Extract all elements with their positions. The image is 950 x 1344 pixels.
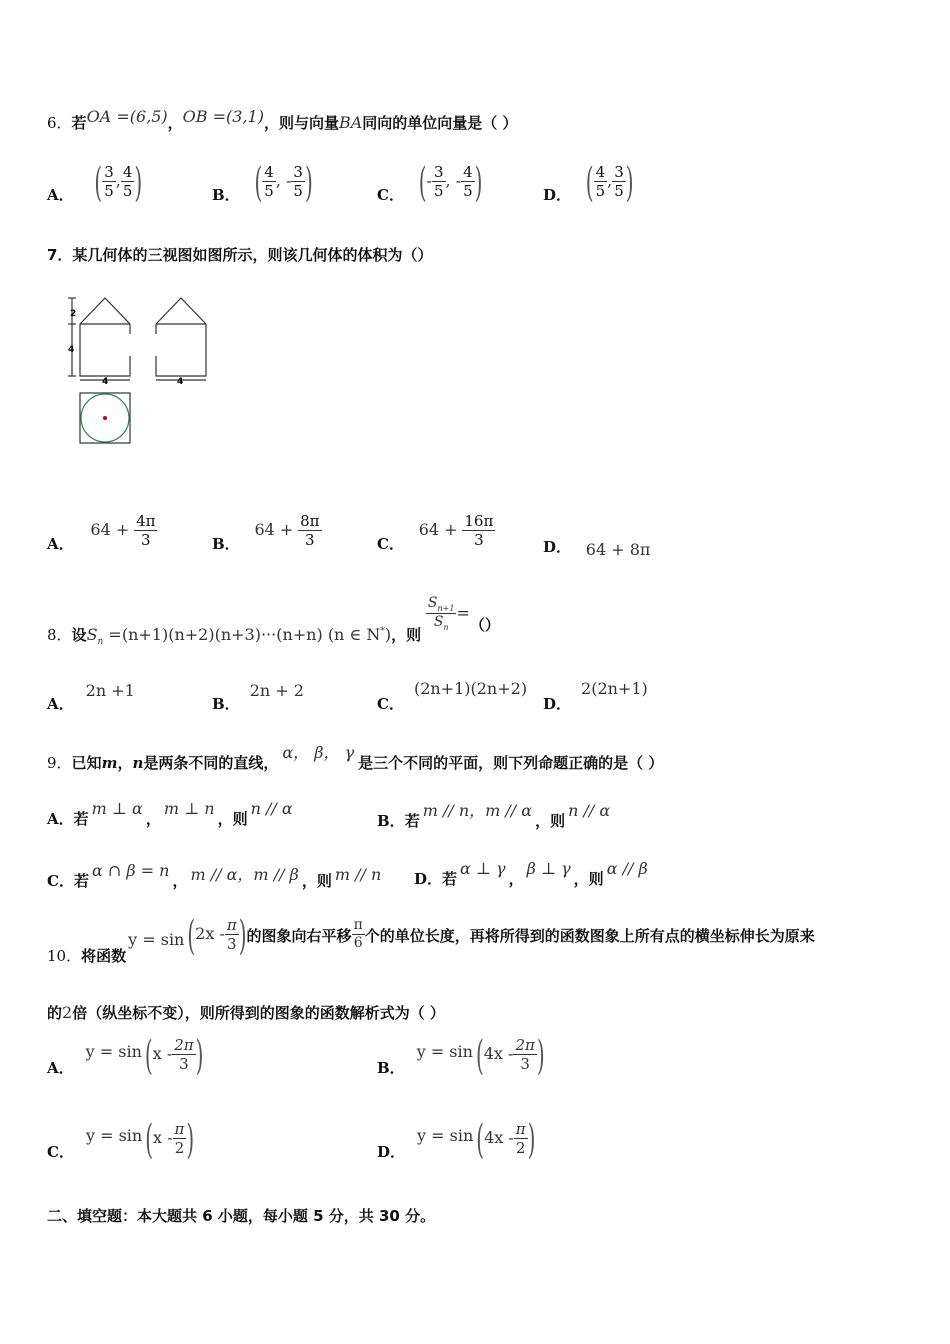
q9-n: n bbox=[132, 754, 144, 772]
q8-option-b[interactable] bbox=[212, 680, 304, 713]
product-expr: =(n+1)(n+2)(n+3)···(n+n) bbox=[108, 625, 323, 645]
dim-label-bottom-side: 4 bbox=[177, 377, 184, 387]
num: 2π bbox=[515, 1036, 535, 1054]
q9-comma: ， bbox=[117, 754, 133, 772]
q9-a: 已知 bbox=[71, 754, 102, 772]
option-label: D． bbox=[543, 186, 572, 204]
sign: - bbox=[426, 171, 432, 190]
q6-ba: BA bbox=[338, 113, 363, 132]
base: 64 + 8π bbox=[585, 540, 651, 559]
option-label: C． bbox=[47, 872, 74, 890]
den: 3 bbox=[520, 1055, 530, 1073]
close-paren: ) bbox=[384, 625, 392, 645]
then: ，则 bbox=[573, 870, 604, 888]
top-view bbox=[80, 393, 130, 443]
option-label: C． bbox=[377, 695, 404, 713]
premise-1: α ∩ β = n bbox=[91, 861, 170, 880]
premise-2: m // α，m // β bbox=[190, 865, 299, 884]
q7-stem bbox=[47, 244, 432, 265]
den: 3 bbox=[474, 531, 484, 549]
q6-rest: ，则与向量 bbox=[263, 114, 339, 132]
star: * bbox=[380, 627, 385, 638]
q6-option-a[interactable]: A． ( $\frac{3}{5}$ , $\frac{4}{5}$ ) bbox=[47, 157, 143, 206]
conclusion: n // α bbox=[568, 801, 611, 820]
sep: ， bbox=[172, 872, 188, 890]
sep: ， bbox=[508, 870, 524, 888]
option-y: y = sin bbox=[416, 1042, 473, 1061]
ruo: 若 bbox=[73, 872, 89, 890]
dim-label-left: 4 bbox=[68, 345, 75, 355]
option-label: D． bbox=[377, 1143, 406, 1161]
option-label: C． bbox=[47, 1143, 74, 1161]
q8-option-c[interactable] bbox=[377, 678, 528, 713]
num: 2π bbox=[174, 1036, 194, 1054]
then: ，则 bbox=[301, 872, 332, 890]
q9-option-b[interactable] bbox=[377, 801, 613, 831]
option-expr: 2(2n+1) bbox=[581, 679, 648, 698]
den: 5 bbox=[293, 182, 303, 200]
q6-sep: ， bbox=[167, 114, 183, 132]
option-expr: 2n +1 bbox=[85, 681, 135, 700]
den: 2 bbox=[515, 1139, 526, 1157]
q9-b: 是两条不同的直线， bbox=[143, 754, 279, 772]
num: 3 bbox=[614, 163, 624, 181]
sign: - bbox=[286, 171, 292, 190]
option-label: A． bbox=[47, 1059, 74, 1077]
den: 3 bbox=[140, 531, 151, 549]
den: 5 bbox=[614, 182, 624, 200]
den: 5 bbox=[122, 182, 133, 200]
q9-c: 是三个不同的平面，则下列命题正确的是（ ） bbox=[358, 754, 664, 772]
den: 5 bbox=[595, 182, 606, 200]
option-label: C． bbox=[377, 186, 404, 204]
num: π bbox=[515, 1120, 526, 1138]
q6-number: 6． bbox=[47, 114, 72, 132]
den: 5 bbox=[264, 182, 274, 200]
option-expr: 2n + 2 bbox=[249, 681, 304, 700]
option-label: B． bbox=[212, 695, 240, 713]
frac-num: S bbox=[427, 595, 438, 611]
option-label: D． bbox=[543, 695, 572, 713]
base: 64 + bbox=[90, 520, 130, 539]
option-label: B． bbox=[377, 1059, 405, 1077]
option-inner: x - bbox=[153, 1128, 173, 1147]
den: 5 bbox=[463, 182, 473, 200]
q8-number: 8． bbox=[47, 626, 72, 645]
q10-line2a: 的 bbox=[47, 1004, 63, 1022]
condition: (n ∈ N bbox=[327, 625, 381, 645]
frac-num: π bbox=[226, 916, 237, 934]
q6-option-d[interactable]: D． ( $\frac{4}{5}$ , $\frac{3}{5}$ ) bbox=[543, 157, 634, 206]
num: 3 bbox=[104, 163, 114, 181]
q9-greek: α， β， γ bbox=[282, 743, 355, 762]
front-view bbox=[68, 298, 130, 380]
q10-line2 bbox=[47, 1002, 445, 1023]
q10-c: 个的单位长度，再将所得到的函数图象上所有点的横坐标伸长为原来 bbox=[364, 927, 815, 945]
frac-num-sub: n+1 bbox=[437, 603, 455, 613]
option-label: B． bbox=[212, 535, 240, 553]
premise-1: α ⊥ γ bbox=[460, 859, 506, 878]
q6-option-b[interactable]: B． ( $\frac{4}{5}$ , - $\frac{3}{5}$ ) bbox=[212, 157, 313, 206]
num: π bbox=[174, 1120, 185, 1138]
section-heading-text: 二、填空题：本大题共 6 小题，每小题 5 分，共 30 分。 bbox=[47, 1207, 436, 1225]
shift-den: 6 bbox=[353, 935, 363, 951]
num: 3 bbox=[293, 163, 303, 181]
q9-option-d[interactable] bbox=[414, 859, 651, 889]
frac-den: S bbox=[433, 614, 444, 631]
shift-num: π bbox=[353, 917, 363, 934]
den: 5 bbox=[104, 182, 114, 200]
q9-stem bbox=[47, 743, 664, 773]
q10-stem: 10．将函数y = sin (2x - $\frac{\pi}{3}$ )的图象向右平移 $\frac{\pi}{6}$ 个的单位长度，再将所得到的函数图象上所有点的横坐标伸长为原来 bbox=[47, 910, 815, 965]
then: ，则 bbox=[217, 810, 248, 828]
conclusion: α // β bbox=[606, 859, 648, 878]
q9-option-a[interactable] bbox=[47, 799, 296, 829]
q10-number: 10． bbox=[47, 947, 82, 965]
option-y: y = sin bbox=[417, 1126, 474, 1145]
sep: ， bbox=[145, 810, 161, 828]
ruo: 若 bbox=[404, 812, 420, 830]
then: ，则 bbox=[535, 812, 566, 830]
premise-1: m ⊥ α bbox=[91, 799, 143, 818]
conclusion: m // n bbox=[334, 865, 382, 884]
premise-2: m ⊥ n bbox=[163, 799, 215, 818]
three-view-figure bbox=[62, 292, 222, 450]
q7-option-c[interactable] bbox=[377, 512, 495, 553]
gap bbox=[126, 334, 136, 356]
frac-den-sub: n bbox=[443, 623, 449, 633]
option-inner: x - bbox=[152, 1044, 173, 1063]
option-label: A． bbox=[47, 810, 74, 828]
section-heading bbox=[47, 1205, 435, 1226]
option-label: B． bbox=[377, 812, 405, 830]
option-label: A． bbox=[47, 535, 74, 553]
sign: - bbox=[455, 171, 462, 190]
q10-two: 2 bbox=[62, 1003, 73, 1022]
option-y: y = sin bbox=[85, 1126, 143, 1145]
den: 3 bbox=[305, 531, 315, 549]
option-label: A． bbox=[47, 186, 74, 204]
q10-a: 将函数 bbox=[81, 947, 127, 965]
q10-option-b[interactable]: B．y = sin (4x - $\frac{2\pi}{3}$ ) bbox=[377, 1030, 545, 1079]
ruo: 若 bbox=[442, 870, 458, 888]
gap bbox=[151, 334, 161, 356]
option-expr: (2n+1)(2n+2) bbox=[413, 679, 528, 698]
q8-she: 设 bbox=[71, 626, 87, 645]
q8-option-d[interactable] bbox=[543, 678, 648, 713]
s-sub: n bbox=[97, 637, 104, 648]
q9-m: m bbox=[101, 754, 118, 772]
q6-tail: 同向的单位向量是（ ） bbox=[362, 114, 518, 132]
base: 64 + bbox=[254, 520, 294, 539]
q7-option-d[interactable] bbox=[543, 536, 650, 557]
q7-option-a[interactable] bbox=[47, 512, 157, 553]
q8-ze: ，则 bbox=[391, 626, 422, 645]
q6-ob: OB =(3,1) bbox=[182, 107, 264, 126]
num: 8π bbox=[300, 512, 320, 530]
q6-stem bbox=[47, 107, 518, 133]
q8-option-a[interactable] bbox=[47, 680, 135, 713]
q8-tail: （） bbox=[469, 616, 500, 635]
q7-option-b[interactable] bbox=[212, 512, 322, 553]
q9-option-c[interactable] bbox=[47, 861, 384, 891]
q10-line2b: 倍（纵坐标不变），则所得到的图象的函数解析式为（ ） bbox=[72, 1004, 445, 1022]
num: 4 bbox=[264, 163, 274, 181]
option-inner: 4x - bbox=[483, 1044, 514, 1063]
dim-label-top: 2 bbox=[70, 309, 77, 319]
q6-option-c[interactable]: C． (- $\frac{3}{5}$ , - $\frac{4}{5}$ ) bbox=[377, 157, 483, 206]
q10-inner: 2x - bbox=[195, 924, 225, 943]
num: 16π bbox=[464, 512, 494, 530]
option-label: B． bbox=[212, 186, 240, 204]
num: 4π bbox=[136, 512, 156, 530]
den: 2 bbox=[174, 1139, 185, 1157]
option-label: C． bbox=[377, 535, 404, 553]
q10-b: 的图象向右平移 bbox=[246, 927, 352, 945]
option-inner: 4x - bbox=[484, 1128, 514, 1147]
q9-number: 9． bbox=[47, 754, 72, 772]
option-label: A． bbox=[47, 695, 74, 713]
num: 4 bbox=[595, 163, 606, 181]
frac-den: 3 bbox=[227, 935, 237, 953]
conclusion: n // α bbox=[250, 799, 293, 818]
q7-stem-text: 7．某几何体的三视图如图所示，则该几何体的体积为（） bbox=[47, 246, 433, 264]
num: 4 bbox=[463, 163, 473, 181]
option-y: y = sin bbox=[85, 1042, 142, 1061]
den: 5 bbox=[433, 182, 444, 200]
dim-label-bottom-front: 4 bbox=[102, 377, 109, 387]
option-label: D． bbox=[414, 870, 443, 888]
base: 64 + bbox=[418, 520, 458, 539]
q6-oa: OA =(6,5) bbox=[86, 107, 168, 126]
s-symbol: S bbox=[86, 625, 98, 645]
premise-2: β ⊥ γ bbox=[526, 859, 571, 878]
q10-option-a[interactable]: A．y = sin (x - $\frac{2\pi}{3}$ ) bbox=[47, 1030, 204, 1079]
ruo: 若 bbox=[73, 810, 89, 828]
q10-option-c[interactable]: C．y = sin (x - $\frac{\pi}{2}$ ) bbox=[47, 1114, 195, 1163]
den: 3 bbox=[179, 1055, 189, 1073]
q10-option-d[interactable]: D．y = sin (4x - $\frac{\pi}{2}$ ) bbox=[377, 1114, 536, 1163]
option-label: D． bbox=[543, 538, 572, 556]
q10-y: y = sin bbox=[128, 930, 185, 949]
equals: = bbox=[456, 603, 470, 623]
q6-ruo: 若 bbox=[71, 114, 87, 132]
num: 4 bbox=[122, 163, 133, 181]
side-view bbox=[156, 298, 206, 380]
num: 3 bbox=[433, 163, 444, 181]
premise-1: m // n，m // α bbox=[422, 801, 533, 820]
